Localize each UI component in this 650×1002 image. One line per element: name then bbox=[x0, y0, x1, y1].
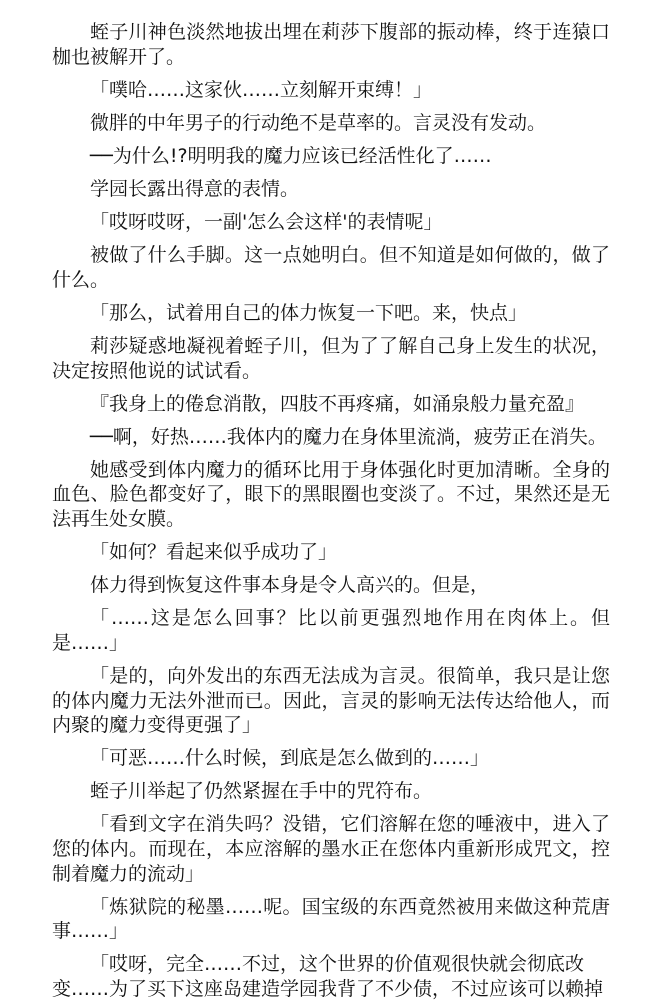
paragraph-14: 体力得到恢复这件事本身是令人高兴的。但是， bbox=[90, 574, 490, 597]
paragraph-17: 「可恶……什么时候，到底是怎么做到的……」 bbox=[90, 747, 490, 770]
paragraph-7: 被做了什么手脚。这一点她明白。但不知道是如何做的，做了什么。 bbox=[52, 244, 610, 291]
paragraph-20: 「炼狱院的秘墨……呢。国宝级的东西竟然被用来做这种荒唐事……」 bbox=[52, 895, 610, 943]
paragraph-8: 「那么，试着用自己的体力恢复一下吧。来，快点」 bbox=[90, 301, 528, 324]
paragraph-21: 「哎呀，完全……不过，这个世界的价值观很快就会彻底改变……为了买下这座岛建造学园我背了不少债，不过应该可以赖掉 bbox=[52, 953, 604, 1000]
paragraph-18: 蛭子川举起了仍然紧握在手中的咒符布。 bbox=[90, 780, 433, 803]
paragraph-6: 「哎呀哎呀，一副'怎么会这样'的表情呢」 bbox=[90, 211, 443, 234]
paragraph-1: 蛭子川神色淡然地拔出埋在莉莎下腹部的振动棒，终于连猿口枷也被解开了。 bbox=[52, 21, 610, 68]
paragraph-13: 「如何？看起来似乎成功了」 bbox=[90, 541, 338, 564]
paragraph-3: 微胖的中年男子的行动绝不是草率的。言灵没有发动。 bbox=[90, 111, 547, 134]
paragraph-2: 「噗哈……这家伙……立刻解开束缚！」 bbox=[90, 78, 433, 101]
paragraph-16: 「是的，向外发出的东西无法成为言灵。很简单，我只是让您的体内魔力无法外泄而已。因此，言灵的影响无法传达给他人，而内聚的魔力变得更强了」 bbox=[52, 664, 610, 737]
paragraph-10: 『我身上的倦怠消散，四肢不再疼痛，如涌泉般力量充盈』 bbox=[90, 392, 585, 415]
paragraph-15: 「……这是怎么回事？比以前更强烈地作用在肉体上。但是……」 bbox=[52, 607, 610, 654]
paragraph-12: 她感受到体内魔力的循环比用于身体强化时更加清晰。全身的血色、脸色都变好了，眼下的黑眼圈也变淡了。不过，果然还是无法再生处女膜。 bbox=[52, 458, 610, 530]
paragraph-5: 学园长露出得意的表情。 bbox=[90, 177, 300, 200]
paragraph-4: ──为什么!?明明我的魔力应该已经活性化了…… bbox=[90, 144, 492, 167]
paragraph-9: 莉莎疑惑地凝视着蛭子川，但为了了解自己身上发生的状况，决定按照他说的试试看。 bbox=[52, 334, 610, 382]
novel-page bbox=[52, 20, 610, 1002]
paragraph-11: ──啊，好热……我体内的魔力在身体里流淌，疲劳正在消失。 bbox=[90, 425, 607, 448]
paragraph-19: 「看到文字在消失吗？没错，它们溶解在您的唾液中，进入了您的体内。而现在，本应溶解的墨水正在您体内重新形成咒文，控制着魔力的流动」 bbox=[52, 813, 610, 885]
